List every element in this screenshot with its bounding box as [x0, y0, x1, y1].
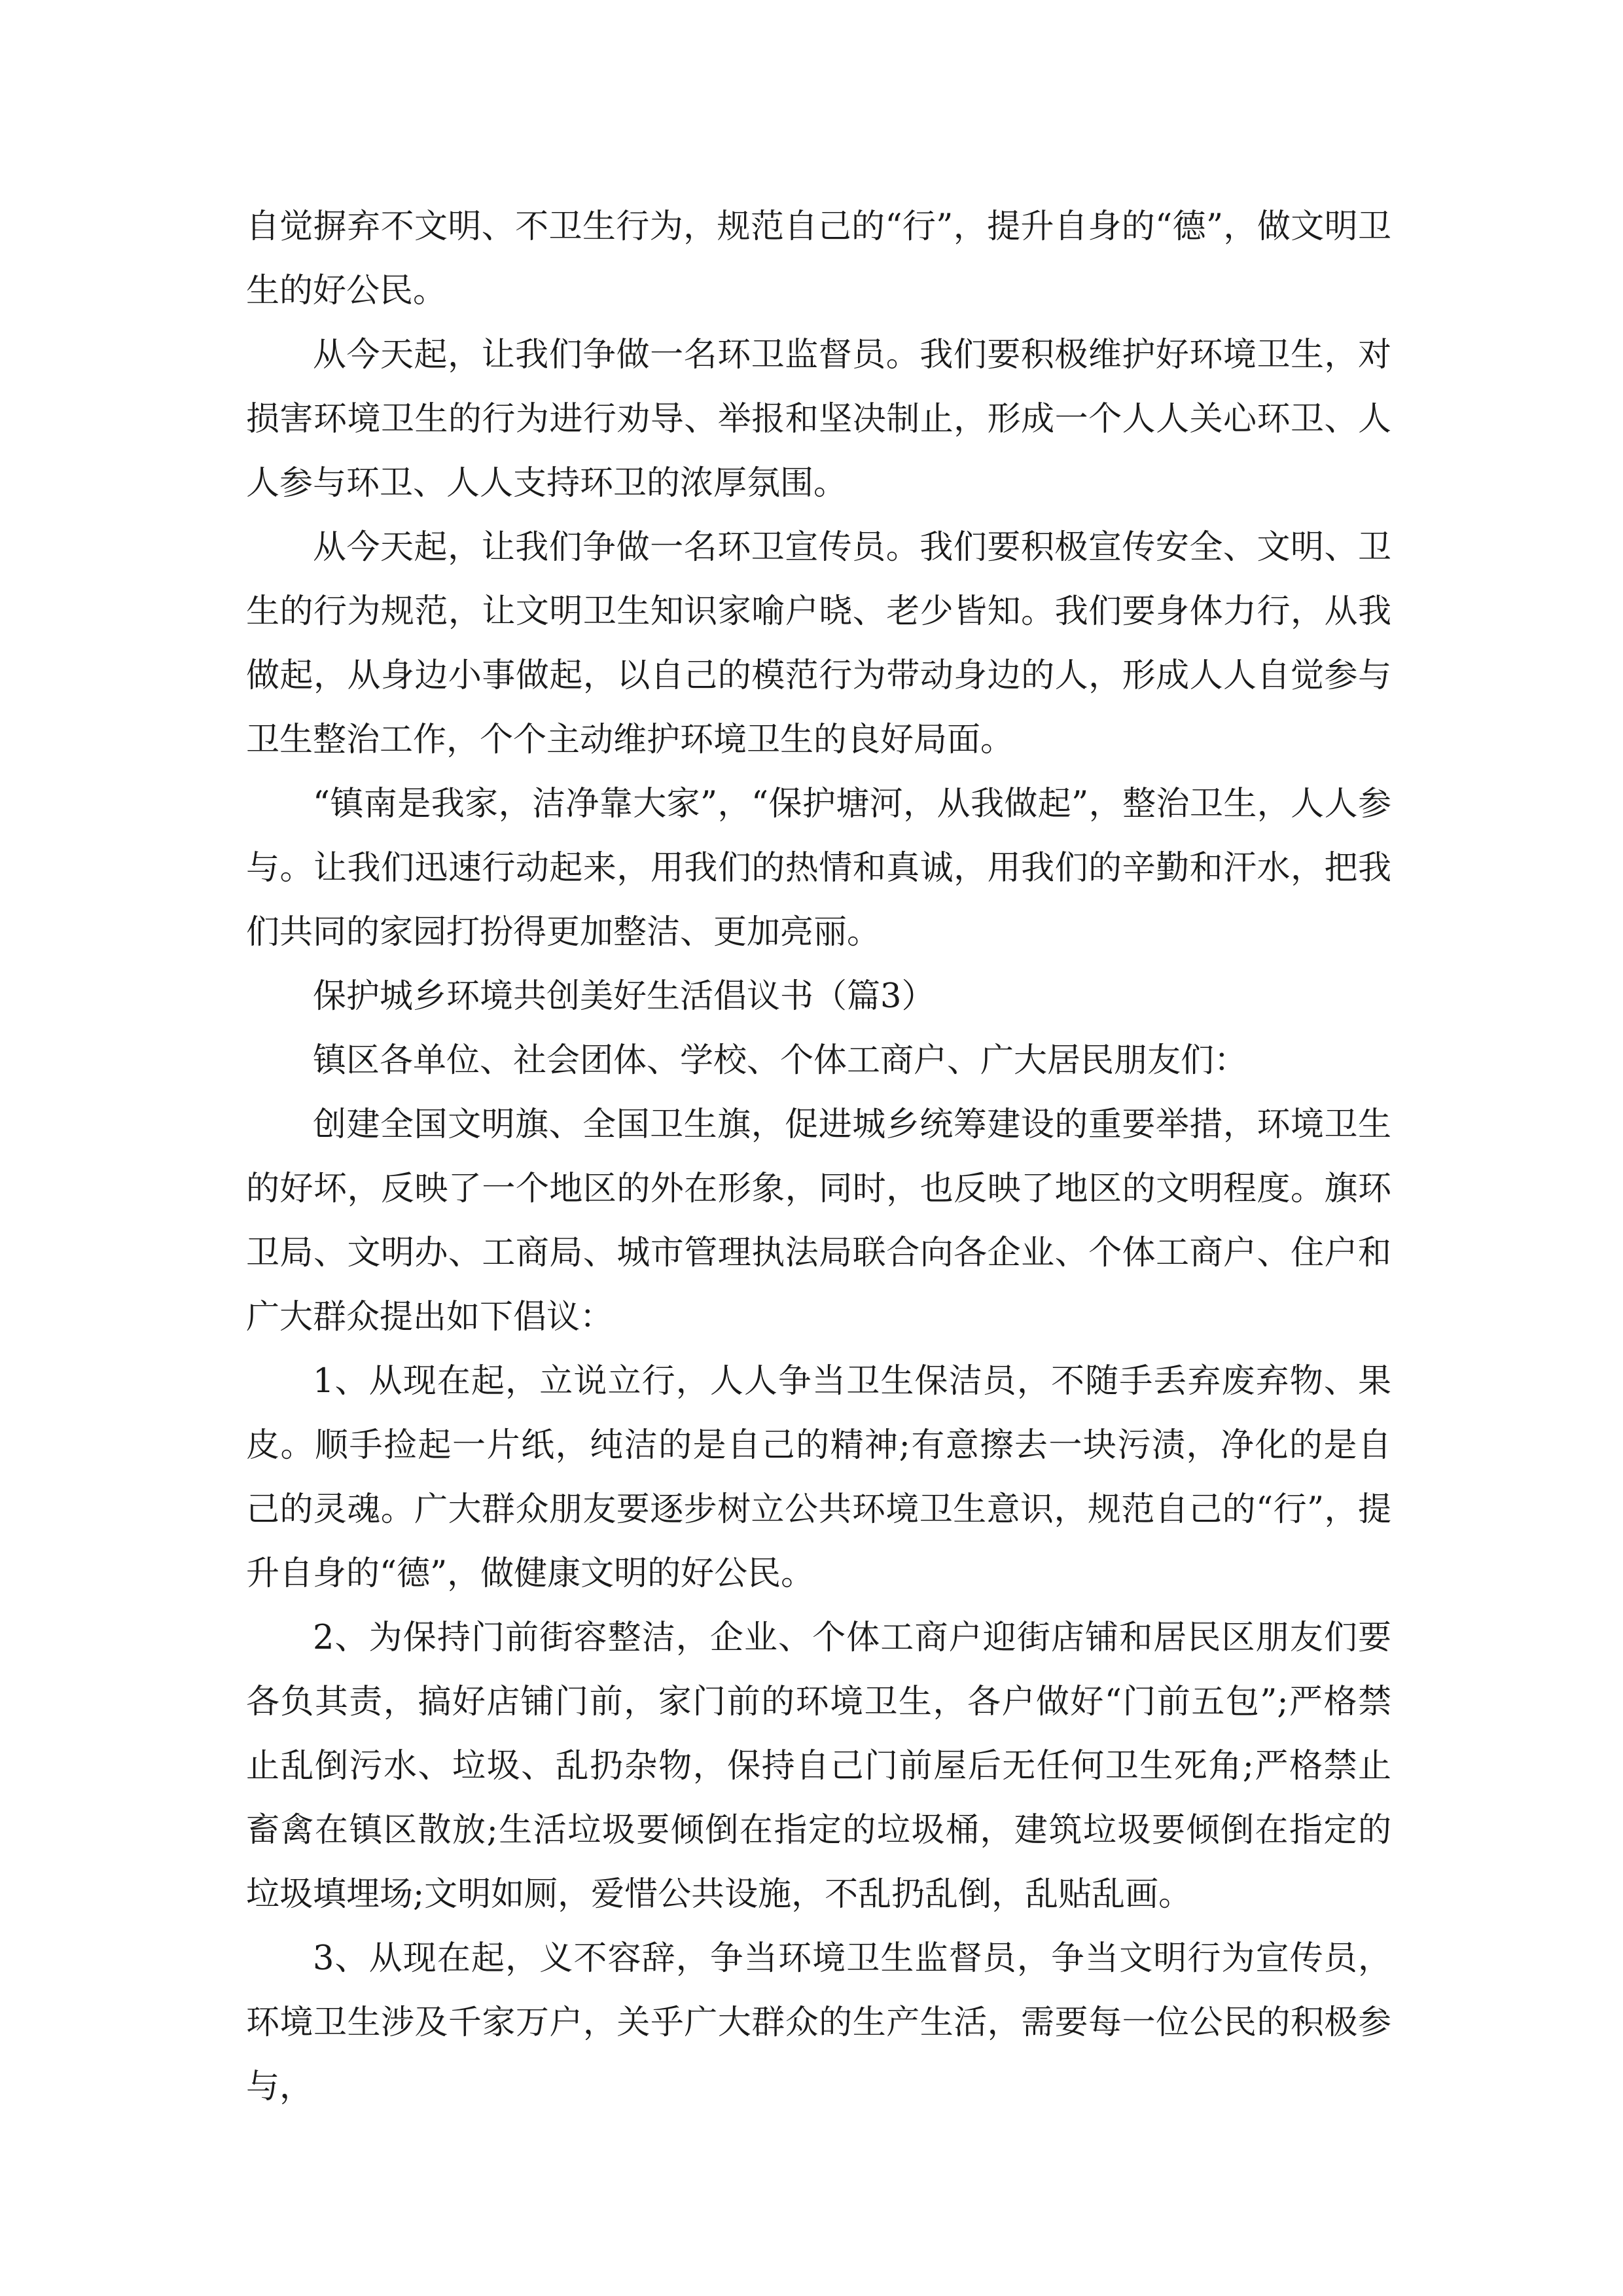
section-title-part-3: 保护城乡环境共创美好生活倡议书（篇3） — [313, 977, 935, 1016]
proposal-item-3: 3、从现在起，义不容辞，争当环境卫生监督员，争当文明行为宣传员，环境卫生涉及千家万户，关乎广大群众的生产生活，需要每一位公民的积极参与， — [246, 1939, 1391, 2106]
paragraph-sanitation-supervisor: 从今天起，让我们争做一名环卫监督员。我们要积极维护好环境卫生，对损害环境卫生的行为进行劝导、举报和坚决制止，形成一个人人关心环卫、人人参与环卫、人人支持环卫的浓厚氛围。 — [246, 336, 1391, 503]
proposal-item-1: 1、从现在起，立说立行，人人争当卫生保洁员，不随手丢弃废弃物、果皮。顺手捡起一片纸，纯洁的是自己的精神;有意擦去一块污渍，净化的是自己的灵魂。广大群众朋友要逐步树立公共环境卫生意识，规范自己的“行”，提升自身的“德”，做健康文明的好公民。 — [246, 1362, 1391, 1593]
salutation: 镇区各单位、社会团体、学校、个体工商户、广大居民朋友们： — [313, 1041, 1248, 1080]
proposal-item-2: 2、为保持门前街容整洁，企业、个体工商户迎街店铺和居民区朋友们要各负其责，搞好店铺门前，家门前的环境卫生，各户做好“门前五包”;严格禁止乱倒污水、垃圾、乱扔杂物，保持自己门前屋后无任何卫生死角;严格禁止畜禽在镇区散放;生活垃圾要倾倒在指定的垃圾桶，建筑垃圾要倾倒在指定的垃圾填埋场;文明如厕，爱惜公共设施，不乱扔乱倒，乱贴乱画。 — [246, 1619, 1391, 1914]
paragraph-continuation: 自觉摒弃不文明、不卫生行为，规范自己的“行”，提升自身的“德”，做文明卫生的好公民。 — [246, 207, 1391, 310]
paragraph-slogan-call: “镇南是我家，洁净靠大家”，“保护塘河，从我做起”，整治卫生，人人参与。让我们迅速行动起来，用我们的热情和真诚，用我们的辛勤和汗水，把我们共同的家园打扮得更加整洁、更加亮丽。 — [246, 785, 1391, 952]
document-body — [246, 195, 1391, 2119]
paragraph-introduction: 创建全国文明旗、全国卫生旗，促进城乡统筹建设的重要举措，环境卫生的好坏，反映了一个地区的外在形象，同时，也反映了地区的文明程度。旗环卫局、文明办、工商局、城市管理执法局联合向各企业、个体工商户、住户和广大群众提出如下倡议： — [246, 1105, 1391, 1336]
paragraph-sanitation-promoter: 从今天起，让我们争做一名环卫宣传员。我们要积极宣传安全、文明、卫生的行为规范，让文明卫生知识家喻户晓、老少皆知。我们要身体力行，从我做起，从身边小事做起，以自己的模范行为带动身边的人，形成人人自觉参与卫生整治工作，个个主动维护环境卫生的良好局面。 — [246, 528, 1391, 759]
